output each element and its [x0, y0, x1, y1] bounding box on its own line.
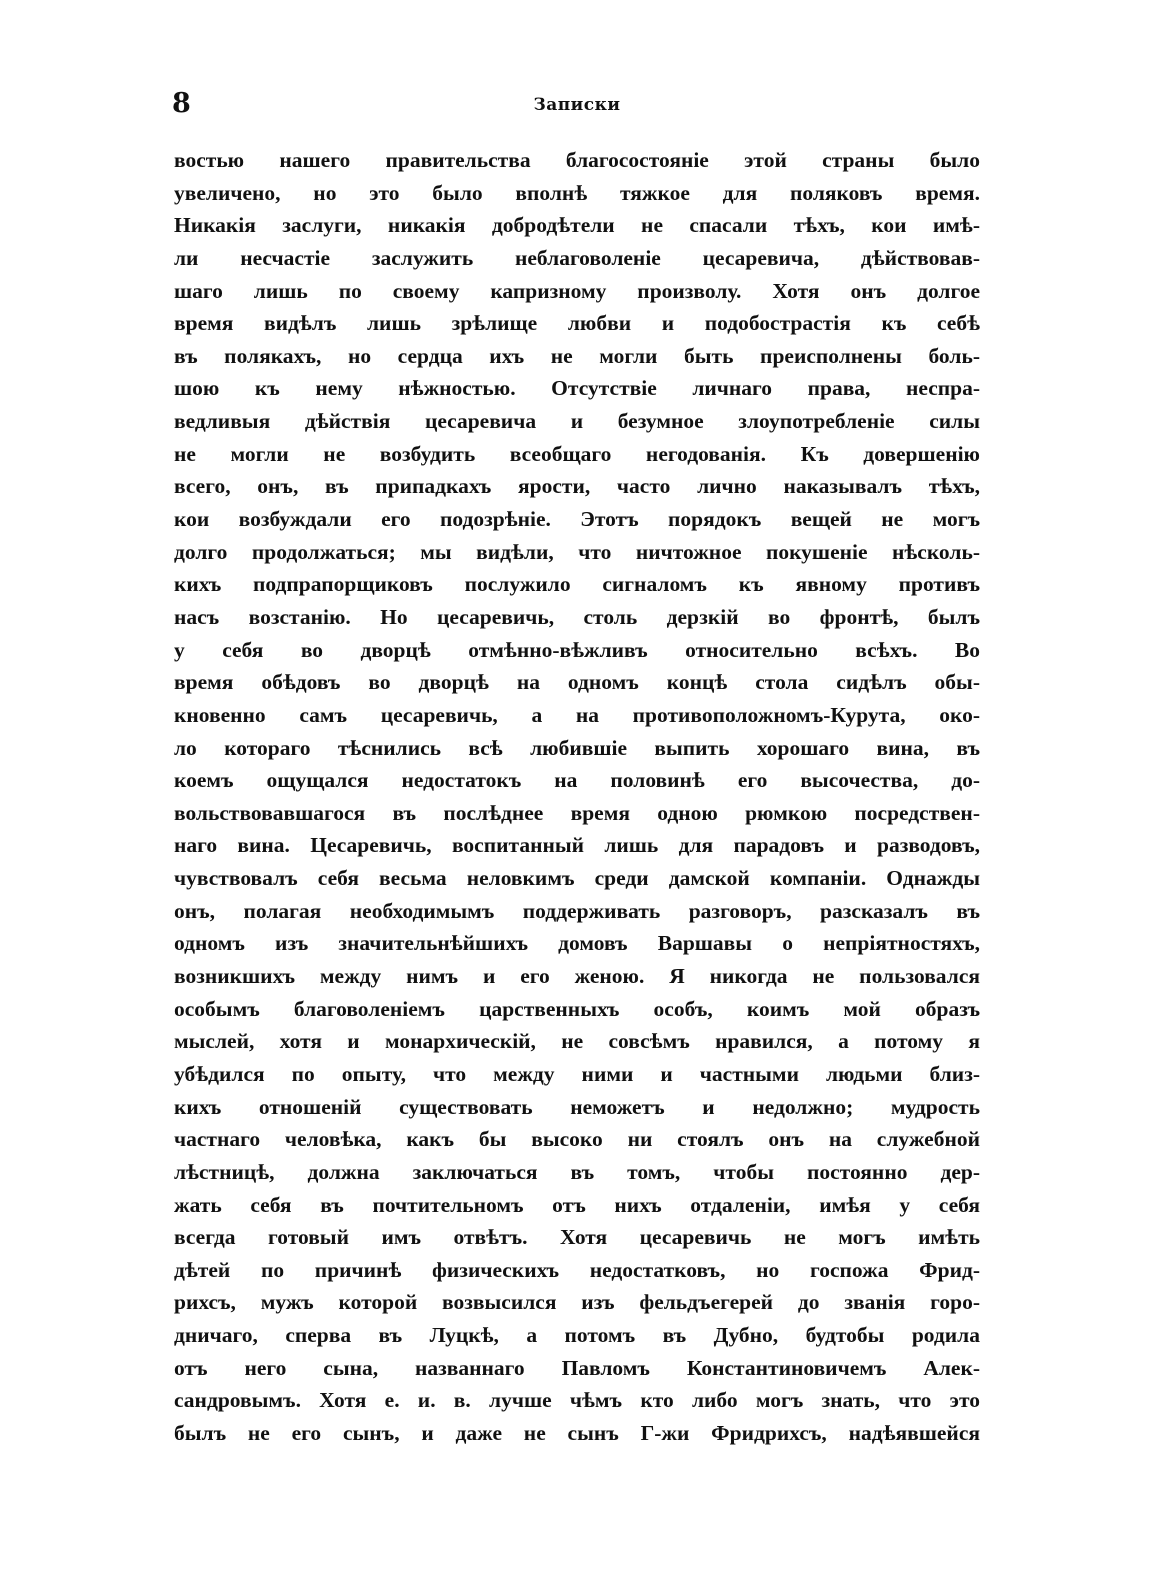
text-line: убѣдился по опыту, что между ними и частными людьми близ- — [174, 1061, 980, 1086]
text-line: долго продолжаться; мы видѣли, что ничтожное покушеніе нѣсколь- — [174, 539, 980, 564]
text-line: чувствовалъ себя весьма неловкимъ среди дамской компаніи. Однажды — [174, 866, 980, 891]
text-line: кновенно самъ цесаревичь, а на противоположномъ-Курута, око- — [174, 702, 980, 727]
text-line: отъ него сына, названнаго Павломъ Константиновичемъ Алек- — [174, 1355, 980, 1380]
text-line: ли несчастіе заслужить неблаговоленіе цесаревича, дѣйствовав- — [174, 245, 980, 270]
text-line: не могли не возбудить всеобщаго негодованія. Къ довершенію — [174, 441, 980, 466]
running-title: Записки — [533, 95, 621, 115]
text-line: сандровымъ. Хотя е. и. в. лучше чѣмъ кто либо могъ знать, что это — [174, 1388, 980, 1413]
page-header — [172, 88, 982, 128]
text-line: кихъ отношеній существовать неможетъ и недолжно; мудрость — [174, 1094, 980, 1119]
text-line: ло котораго тѣснились всѣ любившіе выпить хорошаго вина, въ — [174, 735, 980, 760]
text-line: особымъ благоволеніемъ царственныхъ особъ, коимъ мой образъ — [174, 996, 980, 1021]
text-line: дѣтей по причинѣ физическихъ недостатковъ, но госпожа Фрид- — [174, 1257, 980, 1282]
page-number: 8 — [172, 88, 191, 119]
text-line: увеличено, но это было вполнѣ тяжкое для поляковъ время. — [174, 180, 980, 205]
text-line: наго вина. Цесаревичь, воспитанный лишь для парадовъ и разводовъ, — [174, 833, 980, 858]
text-line: Никакія заслуги, никакія добродѣтели не спасали тѣхъ, кои имѣ- — [174, 213, 980, 238]
text-line: шаго лишь по своему капризному произволу. Хотя онъ долгое — [174, 278, 980, 303]
body-text — [174, 144, 980, 1450]
text-line: всего, онъ, въ припадкахъ ярости, часто лично наказывалъ тѣхъ, — [174, 474, 980, 499]
text-line: дничаго, сперва въ Луцкѣ, а потомъ въ Дубно, будтобы родила — [174, 1323, 980, 1348]
text-line: возникшихъ между нимъ и его женою. Я никогда не пользовался — [174, 964, 980, 989]
text-line: кихъ подпрапорщиковъ послужило сигналомъ къ явному противъ — [174, 572, 980, 597]
text-line: онъ, полагая необходимымъ поддерживать разговоръ, разсказалъ въ — [174, 898, 980, 923]
text-line: вольствовавшагося въ послѣднее время одною рюмкою посредствен- — [174, 800, 980, 825]
text-line: былъ не его сынъ, и даже не сынъ Г-жи Фридрихсъ, надѣявшейся — [174, 1420, 980, 1445]
text-line: мыслей, хотя и монархическій, не совсѣмъ нравился, а потому я — [174, 1029, 980, 1054]
text-line: шою къ нему нѣжностью. Отсутствіе личнаго права, неспра- — [174, 376, 980, 401]
text-line: ведливыя дѣйствія цесаревича и безумное злоупотребленіе силы — [174, 409, 980, 434]
text-line: въ полякахъ, но сердца ихъ не могли быть преисполнены боль- — [174, 343, 980, 368]
text-line: время видѣлъ лишь зрѣлище любви и подобострастія къ себѣ — [174, 311, 980, 336]
text-line: рихсъ, мужъ которой возвысился изъ фельдъегерей до званія горо- — [174, 1290, 980, 1315]
text-line: одномъ изъ значительнѣйшихъ домовъ Варшавы о непріятностяхъ, — [174, 931, 980, 956]
text-line: насъ возстанію. Но цесаревичь, столь дерзкій во фронтѣ, былъ — [174, 604, 980, 629]
text-line: всегда готовый имъ отвѣтъ. Хотя цесаревичь не могъ имѣть — [174, 1225, 980, 1250]
text-line: лѣстницѣ, должна заключаться въ томъ, чтобы постоянно дер- — [174, 1159, 980, 1184]
text-line: кои возбуждали его подозрѣніе. Этотъ порядокъ вещей не могъ — [174, 507, 980, 532]
text-line: востью нашего правительства благосостояніе этой страны было — [174, 148, 980, 172]
text-line: коемъ ощущался недостатокъ на половинѣ его высочества, до- — [174, 768, 980, 793]
text-line: частнаго человѣка, какъ бы высоко ни стоялъ онъ на служебной — [174, 1127, 980, 1152]
text-line: у себя во дворцѣ отмѣнно-вѣжливъ относительно всѣхъ. Во — [174, 637, 980, 662]
text-line: время обѣдовъ во дворцѣ на одномъ концѣ стола сидѣлъ обы- — [174, 670, 980, 695]
text-line: жать себя въ почтительномъ отъ нихъ отдаленіи, имѣя у себя — [174, 1192, 980, 1217]
